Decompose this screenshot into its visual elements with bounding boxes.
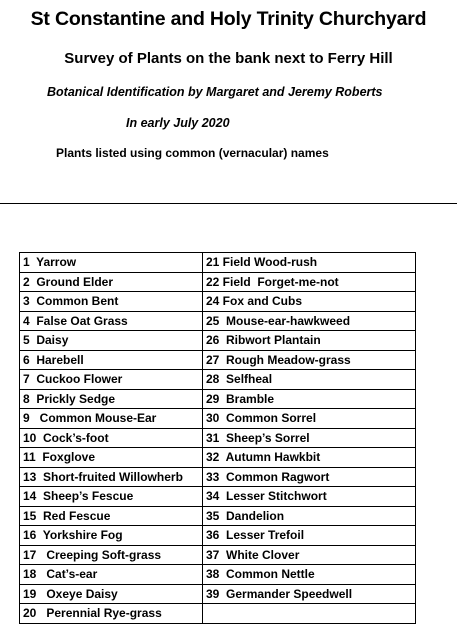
plant-cell: 20 Perennial Rye-grass: [20, 604, 203, 624]
table-row: [20, 292, 416, 312]
table-row: [20, 428, 416, 448]
plant-cell: 11 Foxglove: [20, 448, 203, 468]
table-row: [20, 584, 416, 604]
plant-cell: 17 Creeping Soft-grass: [20, 545, 203, 565]
plant-cell: 35 Dandelion: [203, 506, 416, 526]
horizontal-divider: [0, 203, 457, 204]
table-row: [20, 409, 416, 429]
table-row: [20, 448, 416, 468]
naming-note: Plants listed using common (vernacular) names: [56, 146, 329, 160]
plant-cell: 15 Red Fescue: [20, 506, 203, 526]
plant-cell: 5 Daisy: [20, 331, 203, 351]
plant-cell: 21 Field Wood-rush: [203, 253, 416, 273]
plant-cell: 13 Short-fruited Willowherb: [20, 467, 203, 487]
plant-cell: 1 Yarrow: [20, 253, 203, 273]
plant-cell: 36 Lesser Trefoil: [203, 526, 416, 546]
plant-cell: 34 Lesser Stitchwort: [203, 487, 416, 507]
survey-date: In early July 2020: [126, 116, 230, 130]
plant-cell: 19 Oxeye Daisy: [20, 584, 203, 604]
plant-cell: 28 Selfheal: [203, 370, 416, 390]
plant-cell: 9 Common Mouse-Ear: [20, 409, 203, 429]
plant-cell: 30 Common Sorrel: [203, 409, 416, 429]
plant-cell: 31 Sheep’s Sorrel: [203, 428, 416, 448]
plant-cell: 32 Autumn Hawkbit: [203, 448, 416, 468]
plant-cell: 16 Yorkshire Fog: [20, 526, 203, 546]
plant-cell: 7 Cuckoo Flower: [20, 370, 203, 390]
plant-list-table: [19, 252, 416, 624]
plant-cell: 37 White Clover: [203, 545, 416, 565]
plant-cell: 29 Bramble: [203, 389, 416, 409]
plant-cell: 3 Common Bent: [20, 292, 203, 312]
table-row: [20, 604, 416, 624]
plant-cell: 14 Sheep’s Fescue: [20, 487, 203, 507]
identification-credit: Botanical Identification by Margaret and Jeremy Roberts: [47, 85, 383, 99]
table-row: [20, 331, 416, 351]
plant-cell: 18 Cat’s-ear: [20, 565, 203, 585]
plant-cell: 10 Cock’s-foot: [20, 428, 203, 448]
document-title: St Constantine and Holy Trinity Churchyard: [30, 8, 427, 30]
plant-cell: 8 Prickly Sedge: [20, 389, 203, 409]
table-row: [20, 272, 416, 292]
table-row: [20, 506, 416, 526]
table-row: [20, 370, 416, 390]
plant-cell: 38 Common Nettle: [203, 565, 416, 585]
plant-cell: 4 False Oat Grass: [20, 311, 203, 331]
plant-cell: 25 Mouse-ear-hawkweed: [203, 311, 416, 331]
survey-subtitle: Survey of Plants on the bank next to Ferry Hill: [64, 50, 393, 67]
plant-cell: 22 Field Forget-me-not: [203, 272, 416, 292]
table-row: [20, 487, 416, 507]
table-row: [20, 545, 416, 565]
plant-cell: 2 Ground Elder: [20, 272, 203, 292]
plant-cell: 27 Rough Meadow-grass: [203, 350, 416, 370]
table-row: [20, 253, 416, 273]
table-row: [20, 565, 416, 585]
plant-cell: 24 Fox and Cubs: [203, 292, 416, 312]
plant-cell: [203, 604, 416, 624]
table-row: [20, 311, 416, 331]
table-row: [20, 526, 416, 546]
table-row: [20, 467, 416, 487]
table-row: [20, 350, 416, 370]
plant-cell: 33 Common Ragwort: [203, 467, 416, 487]
plant-cell: 39 Germander Speedwell: [203, 584, 416, 604]
plant-cell: 26 Ribwort Plantain: [203, 331, 416, 351]
plant-cell: 6 Harebell: [20, 350, 203, 370]
table-row: [20, 389, 416, 409]
